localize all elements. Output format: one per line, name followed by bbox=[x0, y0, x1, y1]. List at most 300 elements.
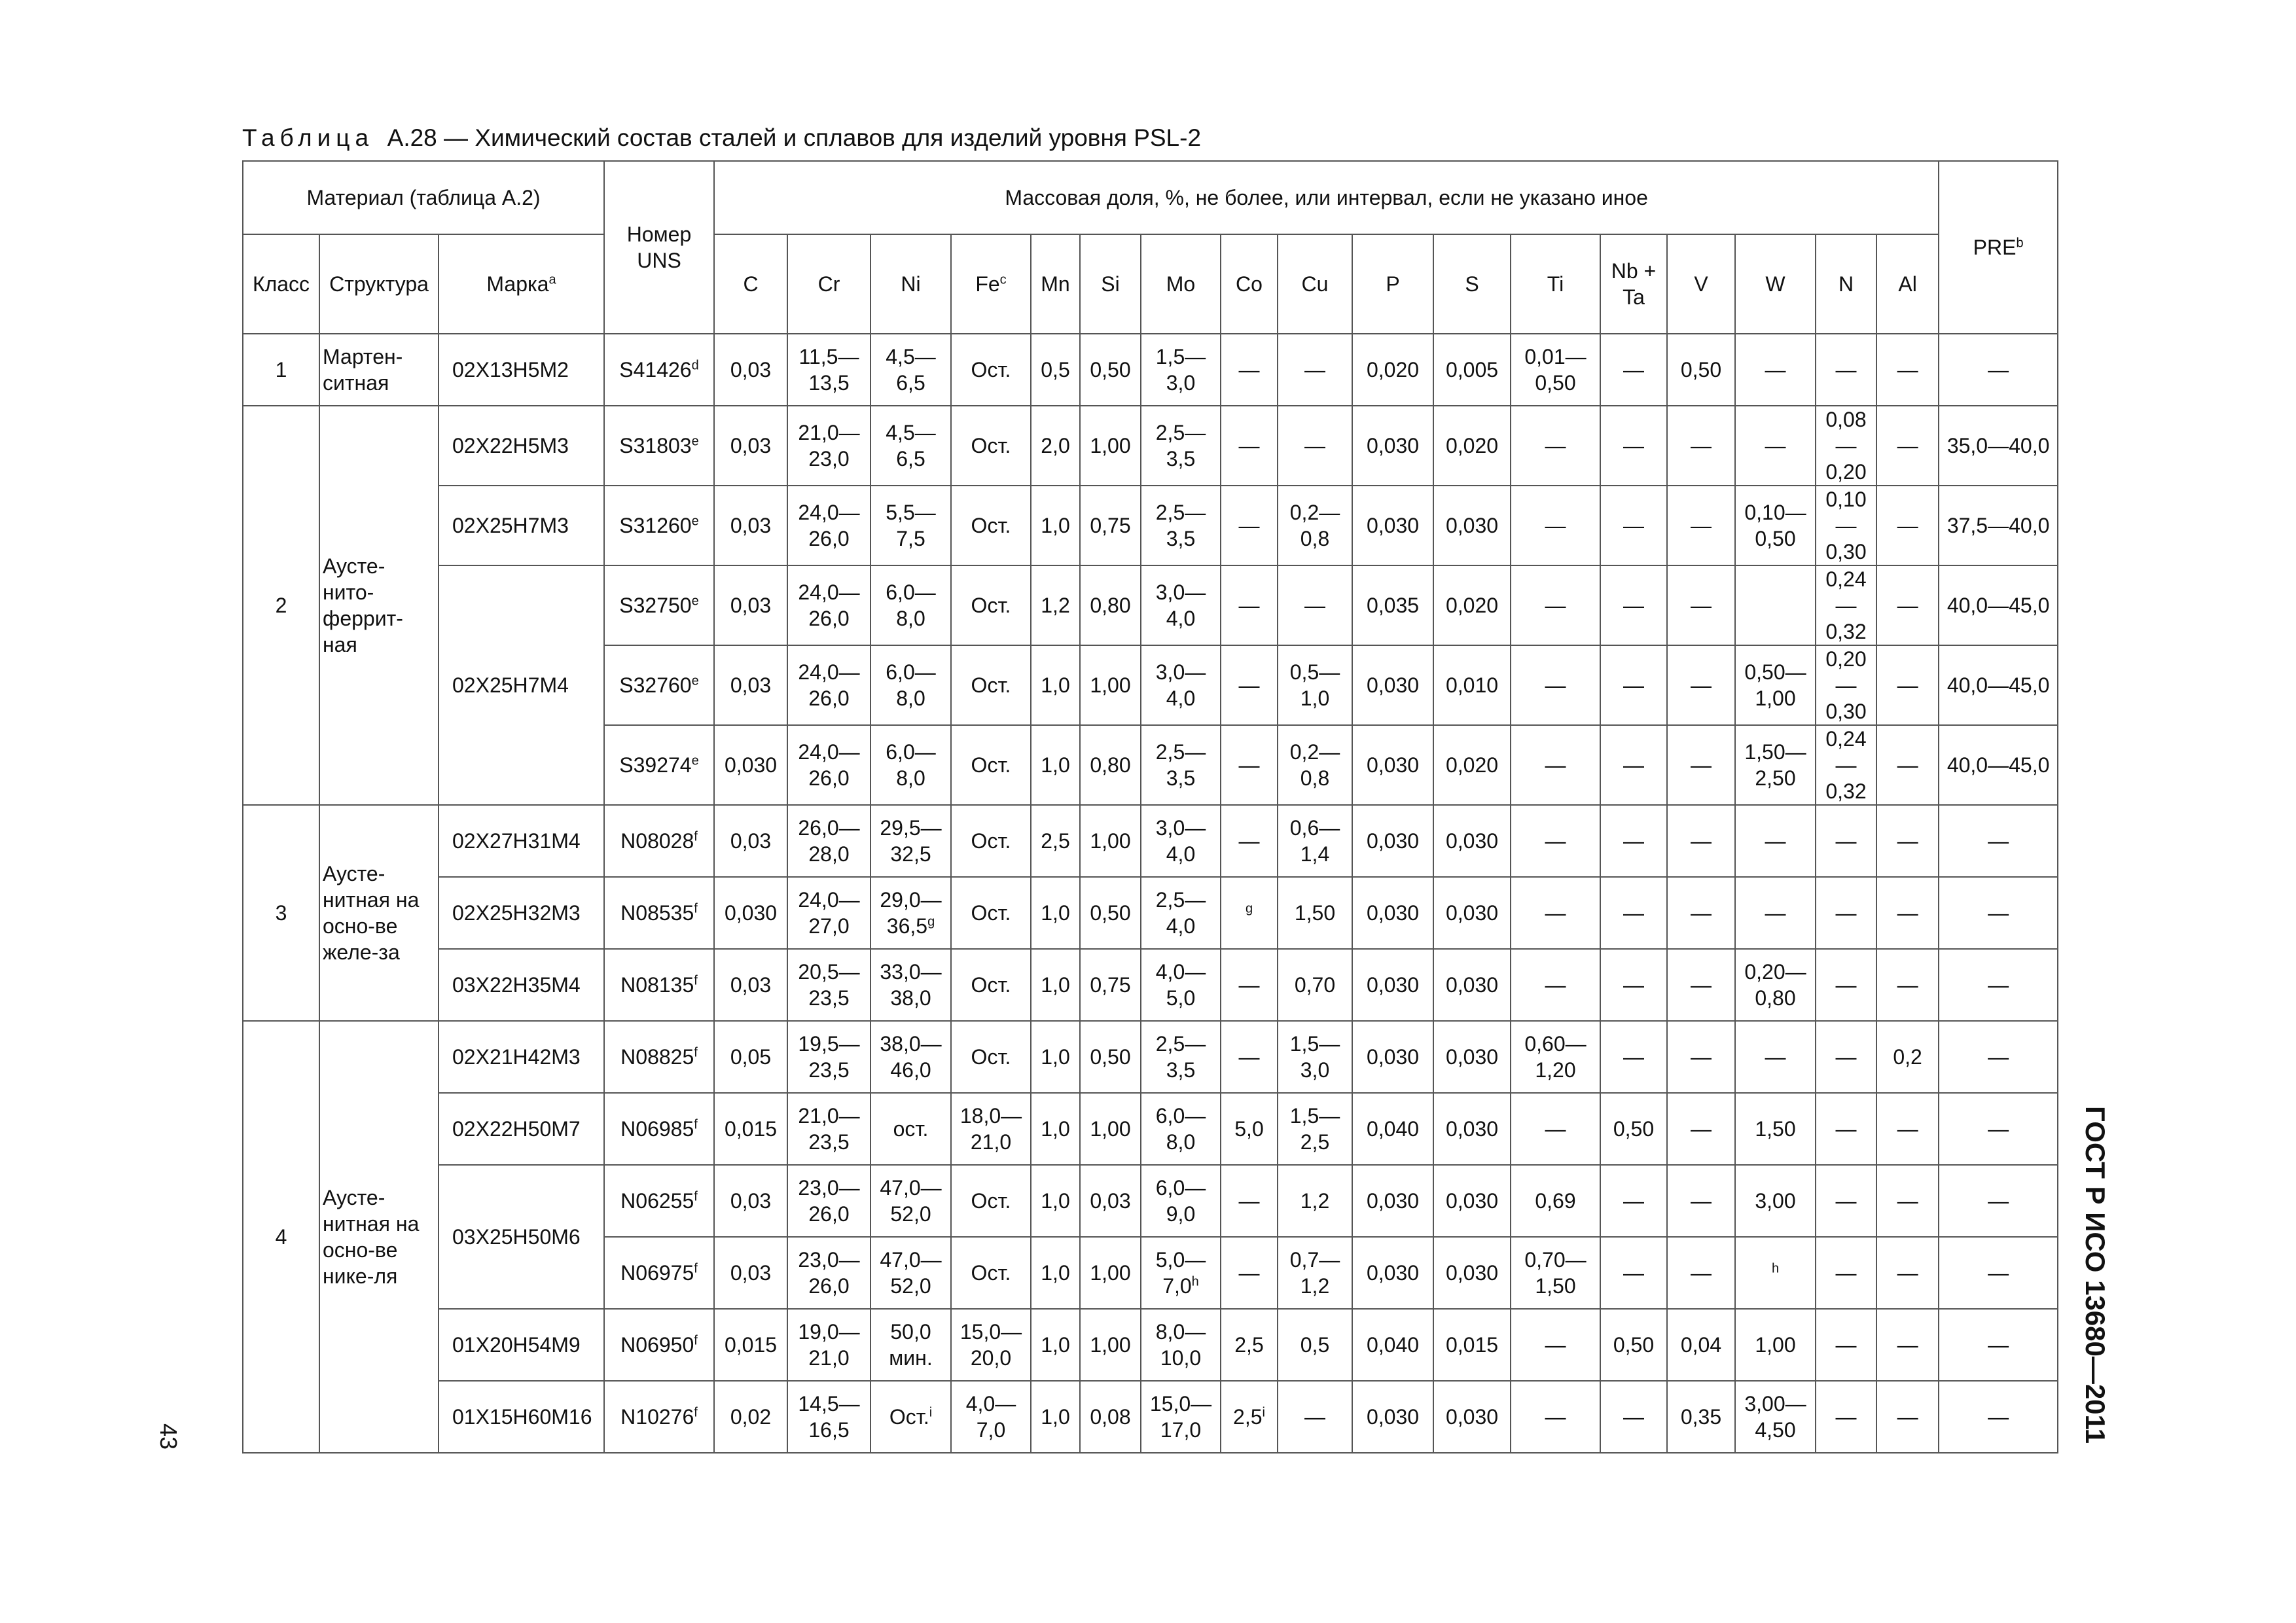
material-header: Материал (таблица А.2) bbox=[243, 161, 604, 234]
value-cell-pre bbox=[1939, 725, 2058, 805]
value-cell-mo bbox=[1141, 805, 1221, 877]
cell-value: 0,030 bbox=[1445, 1405, 1499, 1429]
value-cell-si bbox=[1080, 1165, 1141, 1237]
value-cell-cr bbox=[787, 645, 870, 725]
value-cell-c bbox=[714, 1021, 787, 1093]
value-cell-nbta bbox=[1600, 1093, 1667, 1165]
cell-value: 0,50 bbox=[1090, 358, 1131, 382]
value-cell-pre bbox=[1939, 1165, 2058, 1237]
table-row bbox=[243, 1309, 2058, 1381]
value-cell-nbta bbox=[1600, 949, 1667, 1021]
cell-value: 0,015 bbox=[724, 1333, 778, 1357]
value-cell-nbta bbox=[1600, 805, 1667, 877]
cell-value: 1,0 bbox=[1041, 1117, 1070, 1141]
uns-footnote: e bbox=[691, 514, 699, 529]
value-cell-fe bbox=[951, 877, 1031, 949]
value-cell-v bbox=[1667, 486, 1735, 565]
uns-footnote: e bbox=[691, 753, 699, 768]
uns-value: S32760 bbox=[619, 673, 692, 697]
cell-value: 0,03 bbox=[730, 829, 772, 853]
cell-value: 0,2—0,8 bbox=[1289, 501, 1340, 550]
value-cell-p bbox=[1352, 486, 1433, 565]
value-cell-ti bbox=[1511, 645, 1600, 725]
cell-value: — bbox=[1623, 434, 1644, 457]
value-cell-al bbox=[1876, 949, 1939, 1021]
value-cell-pre bbox=[1939, 877, 2058, 949]
cell-value: 0,030 bbox=[1445, 973, 1499, 997]
table-row bbox=[243, 1381, 2058, 1453]
uns-cell bbox=[604, 1381, 714, 1453]
cell-value: 0,02 bbox=[730, 1405, 772, 1429]
value-cell-p bbox=[1352, 1381, 1433, 1453]
element-label: S bbox=[1465, 272, 1479, 296]
value-cell-cu bbox=[1278, 1309, 1352, 1381]
cell-value: 0,030 bbox=[1366, 901, 1420, 925]
cell-value: 15,0—20,0 bbox=[960, 1320, 1022, 1370]
uns-value: N08825 bbox=[620, 1045, 694, 1069]
value-cell-ti bbox=[1511, 1093, 1600, 1165]
value-cell-cr bbox=[787, 725, 870, 805]
value-cell-ti bbox=[1511, 1021, 1600, 1093]
cell-value: — bbox=[1897, 1405, 1918, 1429]
cell-value: 0,030 bbox=[1366, 973, 1420, 997]
cell-value: 3,00—4,50 bbox=[1744, 1392, 1806, 1442]
value-cell-ni bbox=[870, 486, 951, 565]
value-cell-mo bbox=[1141, 1237, 1221, 1309]
cell-value: 0,2 bbox=[1893, 1045, 1922, 1069]
pre-header bbox=[1939, 161, 2058, 334]
value-cell-mo bbox=[1141, 1309, 1221, 1381]
value-cell-w bbox=[1735, 949, 1816, 1021]
value-cell-p bbox=[1352, 1309, 1433, 1381]
cell-value: 20,5—23,5 bbox=[798, 960, 860, 1010]
cell-value: 1,2 bbox=[1300, 1189, 1330, 1213]
value-cell-cr bbox=[787, 1309, 870, 1381]
cell-value: 47,0—52,0 bbox=[880, 1176, 942, 1226]
value-cell-cr bbox=[787, 805, 870, 877]
value-cell-s bbox=[1433, 565, 1511, 645]
cell-value: 21,0—23,5 bbox=[798, 1104, 860, 1154]
cell-value: — bbox=[1691, 829, 1712, 853]
uns-value: N08028 bbox=[620, 829, 694, 853]
element-header bbox=[1433, 234, 1511, 334]
cell-value: 40,0—45,0 bbox=[1946, 673, 2050, 697]
cell-value: 0,030 bbox=[1366, 753, 1420, 777]
value-cell-nbta bbox=[1600, 406, 1667, 486]
cell-value: 1,5—3,0 bbox=[1289, 1032, 1340, 1082]
structure-cell: Аусте-нито-феррит-ная bbox=[319, 406, 439, 805]
value-cell-co bbox=[1221, 1309, 1278, 1381]
cell-value: — bbox=[1897, 753, 1918, 777]
cell-value: — bbox=[1988, 1405, 2009, 1429]
value-cell-fe bbox=[951, 1165, 1031, 1237]
value-cell-w bbox=[1735, 1093, 1816, 1165]
value-cell-nbta bbox=[1600, 725, 1667, 805]
cell-value: 0,03 bbox=[730, 358, 772, 382]
cell-value: — bbox=[1765, 829, 1786, 853]
value-cell-p bbox=[1352, 406, 1433, 486]
cell-value: 1,0 bbox=[1041, 514, 1070, 537]
pre-footnote: b bbox=[2016, 236, 2024, 251]
value-cell-mn bbox=[1031, 805, 1080, 877]
cell-value: 1,0 bbox=[1041, 1333, 1070, 1357]
value-cell-co bbox=[1221, 1165, 1278, 1237]
cell-value: — bbox=[1238, 594, 1260, 617]
table-row bbox=[243, 805, 2058, 877]
element-header bbox=[1511, 234, 1600, 334]
value-cell-c bbox=[714, 1309, 787, 1381]
cell-value: 0,70 bbox=[1294, 973, 1336, 997]
value-cell-n bbox=[1816, 1021, 1876, 1093]
uns-header: Номер UNS bbox=[604, 161, 714, 334]
cell-value: Ост. bbox=[971, 1045, 1011, 1069]
cell-value: 23,0—26,0 bbox=[798, 1176, 860, 1226]
mass-fraction-header: Массовая доля, %, не более, или интервал, если не указано иное bbox=[714, 161, 1939, 234]
value-cell-mo bbox=[1141, 565, 1221, 645]
cell-value: 1,00 bbox=[1090, 673, 1131, 697]
value-cell-mn bbox=[1031, 1381, 1080, 1453]
value-cell-fe bbox=[951, 1309, 1031, 1381]
grade-cell: 01Х20Н54М9 bbox=[439, 1309, 604, 1381]
grade-cell: 02Х25Н32М3 bbox=[439, 877, 604, 949]
value-cell-nbta bbox=[1600, 1309, 1667, 1381]
value-cell-s bbox=[1433, 486, 1511, 565]
cell-value: 0,6—1,4 bbox=[1289, 816, 1340, 866]
cell-value: 18,0—21,0 bbox=[960, 1104, 1022, 1154]
value-cell-p bbox=[1352, 805, 1433, 877]
value-cell-cu bbox=[1278, 1381, 1352, 1453]
cell-value: 47,0—52,0 bbox=[880, 1248, 942, 1298]
value-cell-ti bbox=[1511, 805, 1600, 877]
value-cell-n bbox=[1816, 406, 1876, 486]
uns-value: N06985 bbox=[620, 1117, 694, 1141]
value-cell-nbta bbox=[1600, 565, 1667, 645]
cell-value: 1,00 bbox=[1090, 434, 1131, 457]
cell-value: 2,5—3,5 bbox=[1155, 421, 1206, 471]
value-cell-c bbox=[714, 486, 787, 565]
uns-value: S31803 bbox=[619, 434, 692, 457]
value-cell-ti bbox=[1511, 1165, 1600, 1237]
cell-value: — bbox=[1897, 434, 1918, 457]
element-header bbox=[870, 234, 951, 334]
value-cell-mo bbox=[1141, 949, 1221, 1021]
cell-value: 0,03 bbox=[730, 1189, 772, 1213]
cell-value: — bbox=[1545, 973, 1566, 997]
cell-value: — bbox=[1835, 1117, 1857, 1141]
cell-value: — bbox=[1897, 973, 1918, 997]
cell-value: — bbox=[1238, 1045, 1260, 1069]
cell-value: 1,00 bbox=[1090, 1261, 1131, 1285]
cell-value: — bbox=[1623, 1189, 1644, 1213]
value-cell-n bbox=[1816, 1165, 1876, 1237]
cell-value: — bbox=[1545, 829, 1566, 853]
value-cell-nbta bbox=[1600, 1237, 1667, 1309]
uns-footnote: f bbox=[694, 1045, 698, 1060]
cell-value: — bbox=[1623, 358, 1644, 382]
value-cell-ni bbox=[870, 565, 951, 645]
class-cell: 2 bbox=[243, 406, 319, 805]
uns-footnote: f bbox=[694, 1117, 698, 1132]
cell-value: 0,030 bbox=[1366, 434, 1420, 457]
cell-value: Ост. bbox=[971, 1261, 1011, 1285]
cell-value: — bbox=[1897, 1189, 1918, 1213]
value-cell-mn bbox=[1031, 486, 1080, 565]
cell-value: 26,0—28,0 bbox=[798, 816, 860, 866]
value-cell-n bbox=[1816, 1237, 1876, 1309]
cell-value: — bbox=[1238, 673, 1260, 697]
page-number: 43 bbox=[155, 1423, 182, 1450]
value-cell-w bbox=[1735, 1165, 1816, 1237]
value-cell-mn bbox=[1031, 949, 1080, 1021]
cell-value: — bbox=[1897, 594, 1918, 617]
value-cell-mo bbox=[1141, 406, 1221, 486]
element-label: C bbox=[743, 272, 759, 296]
value-cell-mo bbox=[1141, 725, 1221, 805]
table-row bbox=[243, 1165, 2058, 1237]
uns-cell bbox=[604, 1165, 714, 1237]
cell-value: — bbox=[1545, 1405, 1566, 1429]
value-cell-co bbox=[1221, 645, 1278, 725]
value-cell-c bbox=[714, 334, 787, 406]
value-cell-v bbox=[1667, 877, 1735, 949]
cell-value: — bbox=[1304, 434, 1325, 457]
cell-value: — bbox=[1545, 594, 1566, 617]
value-cell-ni bbox=[870, 1237, 951, 1309]
value-cell-ti bbox=[1511, 949, 1600, 1021]
cell-value: 0,030 bbox=[1366, 1261, 1420, 1285]
value-cell-cr bbox=[787, 334, 870, 406]
cell-value: 0,50 bbox=[1613, 1333, 1655, 1357]
table-row bbox=[243, 565, 2058, 645]
cell-value: 0,005 bbox=[1445, 358, 1499, 382]
cell-value: 0,35 bbox=[1680, 1405, 1722, 1429]
value-cell-w bbox=[1735, 565, 1816, 645]
cell-value: — bbox=[1897, 1261, 1918, 1285]
value-cell-w bbox=[1735, 1309, 1816, 1381]
value-cell-al bbox=[1876, 725, 1939, 805]
cell-value: 0,020 bbox=[1445, 753, 1499, 777]
value-cell-ni bbox=[870, 1381, 951, 1453]
value-cell-si bbox=[1080, 1237, 1141, 1309]
value-cell-p bbox=[1352, 725, 1433, 805]
cell-value: 40,0—45,0 bbox=[1946, 753, 2050, 777]
value-cell-co bbox=[1221, 486, 1278, 565]
element-label: Al bbox=[1898, 272, 1917, 296]
cell-value: 2,5 bbox=[1233, 1405, 1263, 1429]
cell-value: — bbox=[1765, 901, 1786, 925]
value-cell-fe bbox=[951, 805, 1031, 877]
value-cell-nbta bbox=[1600, 1021, 1667, 1093]
value-cell-w bbox=[1735, 486, 1816, 565]
value-cell-ti bbox=[1511, 334, 1600, 406]
cell-value: — bbox=[1691, 1117, 1712, 1141]
value-cell-al bbox=[1876, 1165, 1939, 1237]
cell-value: 0,030 bbox=[1445, 829, 1499, 853]
element-header bbox=[714, 234, 787, 334]
class-cell: 3 bbox=[243, 805, 319, 1021]
cell-value: — bbox=[1691, 673, 1712, 697]
value-cell-s bbox=[1433, 877, 1511, 949]
cell-value: 1,5—3,0 bbox=[1155, 345, 1206, 395]
cell-value: 6,0—8,0 bbox=[886, 580, 936, 630]
cell-value: Ост. bbox=[971, 1189, 1011, 1213]
cell-value: — bbox=[1691, 901, 1712, 925]
cell-value: Ост. bbox=[971, 358, 1011, 382]
value-cell-mn bbox=[1031, 1093, 1080, 1165]
cell-value: Ост. bbox=[971, 753, 1011, 777]
cell-value: 4,0—7,0 bbox=[965, 1392, 1016, 1442]
cell-value: 0,035 bbox=[1366, 594, 1420, 617]
cell-value: — bbox=[1765, 358, 1786, 382]
cell-value: — bbox=[1835, 358, 1857, 382]
value-cell-mo bbox=[1141, 334, 1221, 406]
value-cell-mn bbox=[1031, 406, 1080, 486]
cell-value: — bbox=[1238, 973, 1260, 997]
value-cell-cu bbox=[1278, 565, 1352, 645]
cell-value: 2,5 bbox=[1234, 1333, 1264, 1357]
cell-value: 1,2 bbox=[1041, 594, 1070, 617]
cell-value: — bbox=[1623, 829, 1644, 853]
value-cell-si bbox=[1080, 877, 1141, 949]
cell-value: — bbox=[1545, 434, 1566, 457]
grade-cell: 02Х22Н50М7 bbox=[439, 1093, 604, 1165]
cell-value: 0,030 bbox=[1445, 1189, 1499, 1213]
value-cell-n bbox=[1816, 805, 1876, 877]
cell-value: Ост. bbox=[971, 829, 1011, 853]
value-cell-s bbox=[1433, 1021, 1511, 1093]
cell-value: 0,03 bbox=[730, 673, 772, 697]
cell-value: — bbox=[1765, 1045, 1786, 1069]
cell-value: — bbox=[1238, 434, 1260, 457]
value-cell-co bbox=[1221, 1237, 1278, 1309]
value-cell-c bbox=[714, 1165, 787, 1237]
grade-label: Марка bbox=[486, 272, 549, 296]
cell-value: 24,0—27,0 bbox=[798, 888, 860, 938]
cell-value: — bbox=[1238, 753, 1260, 777]
uns-footnote: d bbox=[691, 358, 699, 373]
cell-value: Ост. bbox=[971, 973, 1011, 997]
cell-value: 5,0—7,0 bbox=[1155, 1248, 1206, 1298]
cell-value: 1,0 bbox=[1041, 973, 1070, 997]
value-cell-c bbox=[714, 1237, 787, 1309]
value-cell-mo bbox=[1141, 1381, 1221, 1453]
value-cell-fe bbox=[951, 406, 1031, 486]
uns-value: N08535 bbox=[620, 901, 694, 925]
element-label: Fe bbox=[975, 272, 1000, 296]
cell-value: 4,5—6,5 bbox=[886, 345, 936, 395]
cell-value: — bbox=[1238, 358, 1260, 382]
cell-value: 6,0—9,0 bbox=[1155, 1176, 1206, 1226]
cell-value: — bbox=[1988, 901, 2009, 925]
value-cell-n bbox=[1816, 565, 1876, 645]
value-cell-p bbox=[1352, 645, 1433, 725]
cell-value: 0,010 bbox=[1445, 673, 1499, 697]
value-cell-mn bbox=[1031, 645, 1080, 725]
cell-value: Ост. bbox=[971, 594, 1011, 617]
cell-value: 2,5—4,0 bbox=[1155, 888, 1206, 938]
cell-value: — bbox=[1545, 753, 1566, 777]
value-cell-al bbox=[1876, 645, 1939, 725]
cell-value: — bbox=[1835, 1045, 1857, 1069]
value-cell-c bbox=[714, 725, 787, 805]
cell-value: 0,69 bbox=[1535, 1189, 1576, 1213]
cell-value: — bbox=[1623, 1045, 1644, 1069]
cell-value: 0,50—1,00 bbox=[1744, 660, 1806, 710]
value-cell-fe bbox=[951, 565, 1031, 645]
element-header bbox=[1221, 234, 1278, 334]
value-cell-w bbox=[1735, 1381, 1816, 1453]
element-label: Mo bbox=[1166, 272, 1196, 296]
value-cell-al bbox=[1876, 1237, 1939, 1309]
cell-value: — bbox=[1988, 829, 2009, 853]
value-cell-al bbox=[1876, 1309, 1939, 1381]
value-cell-w bbox=[1735, 877, 1816, 949]
value-cell-cr bbox=[787, 877, 870, 949]
cell-value: — bbox=[1691, 434, 1712, 457]
value-cell-mn bbox=[1031, 1165, 1080, 1237]
value-cell-al bbox=[1876, 565, 1939, 645]
cell-value: 2,0 bbox=[1041, 434, 1070, 457]
value-cell-cu bbox=[1278, 1021, 1352, 1093]
uns-footnote: f bbox=[694, 1333, 698, 1348]
cell-value: — bbox=[1765, 434, 1786, 457]
cell-value: — bbox=[1988, 1045, 2009, 1069]
cell-value: — bbox=[1238, 1261, 1260, 1285]
element-label: Si bbox=[1101, 272, 1120, 296]
table-row bbox=[243, 949, 2058, 1021]
uns-footnote: e bbox=[691, 434, 699, 449]
cell-value: Ост. bbox=[971, 434, 1011, 457]
value-cell-v bbox=[1667, 949, 1735, 1021]
cell-value: 0,030 bbox=[1445, 901, 1499, 925]
value-cell-fe bbox=[951, 725, 1031, 805]
value-cell-co bbox=[1221, 406, 1278, 486]
value-cell-n bbox=[1816, 1093, 1876, 1165]
value-cell-al bbox=[1876, 1093, 1939, 1165]
value-cell-cr bbox=[787, 1381, 870, 1453]
uns-cell bbox=[604, 565, 714, 645]
element-header bbox=[1876, 234, 1939, 334]
value-cell-w bbox=[1735, 725, 1816, 805]
value-cell-ni bbox=[870, 1165, 951, 1237]
value-cell-cu bbox=[1278, 805, 1352, 877]
cell-value: 19,0—21,0 bbox=[798, 1320, 860, 1370]
value-cell-ti bbox=[1511, 486, 1600, 565]
value-cell-al bbox=[1876, 1021, 1939, 1093]
cell-value: 0,75 bbox=[1090, 973, 1131, 997]
caption-label: Таблица bbox=[242, 124, 374, 151]
cell-value: — bbox=[1691, 514, 1712, 537]
value-cell-ni bbox=[870, 1021, 951, 1093]
grade-cell: 02Х13Н5М2 bbox=[439, 334, 604, 406]
value-cell-cu bbox=[1278, 877, 1352, 949]
table-row bbox=[243, 1093, 2058, 1165]
value-cell-fe bbox=[951, 1021, 1031, 1093]
grade-cell: 03Х25Н50М6 bbox=[439, 1165, 604, 1309]
cell-value: 0,5—1,0 bbox=[1289, 660, 1340, 710]
value-cell-s bbox=[1433, 1165, 1511, 1237]
value-cell-nbta bbox=[1600, 877, 1667, 949]
cell-value: — bbox=[1545, 1333, 1566, 1357]
uns-cell bbox=[604, 1021, 714, 1093]
value-cell-nbta bbox=[1600, 486, 1667, 565]
value-cell-cu bbox=[1278, 1093, 1352, 1165]
value-cell-s bbox=[1433, 334, 1511, 406]
pre-label: PRE bbox=[1973, 236, 2017, 259]
cell-value: — bbox=[1897, 1333, 1918, 1357]
cell-value: — bbox=[1835, 1333, 1857, 1357]
value-cell-s bbox=[1433, 725, 1511, 805]
